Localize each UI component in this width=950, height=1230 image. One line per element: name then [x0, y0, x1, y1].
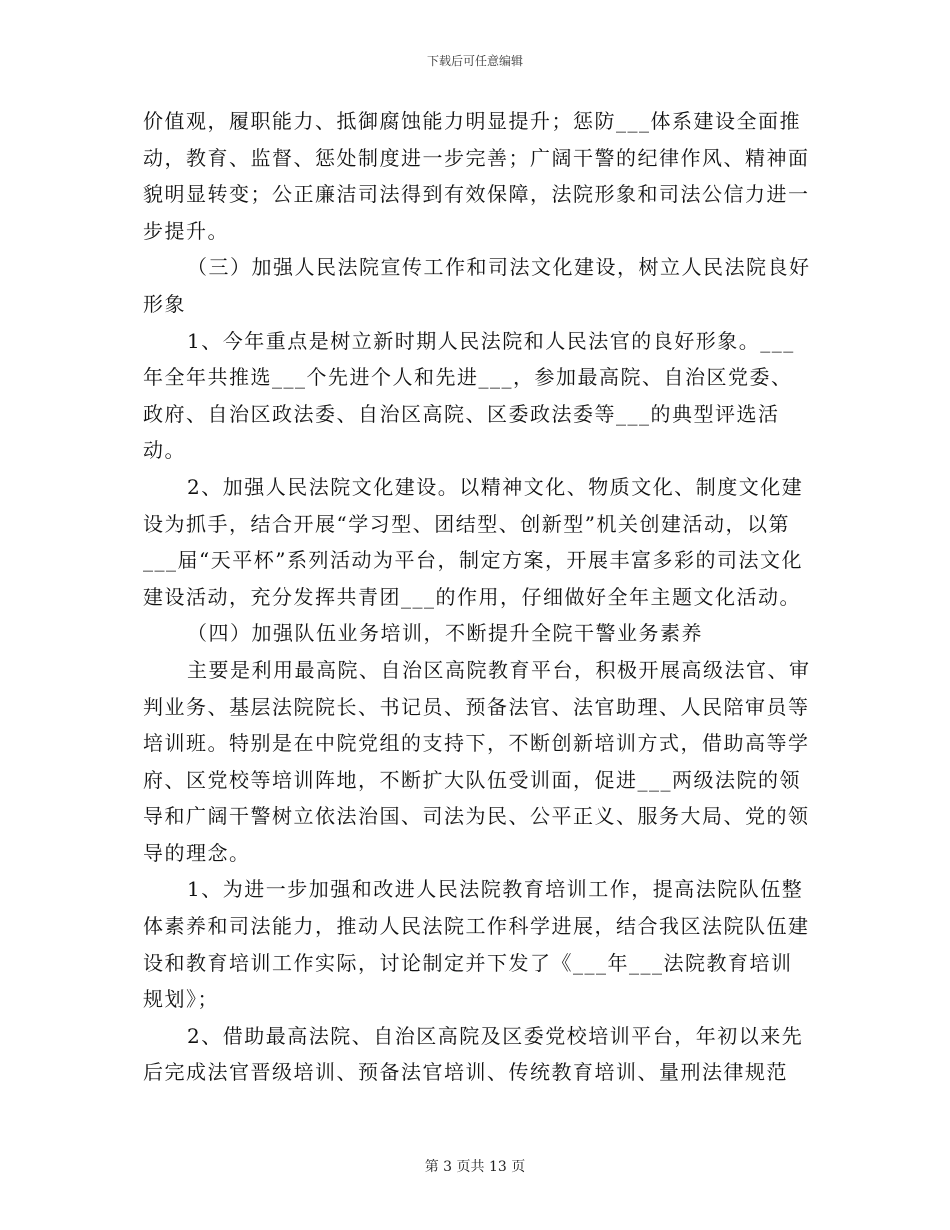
paragraph-7: 1、为进一步加强和改进人民法院教育培训工作，提高法院队伍整体素养和司法能力，推动人民法院工作科学进展，结合我区法院队伍建设和教育培训工作实际，讨论制定并下发了《___年___法院教育培训规划》； [143, 877, 810, 1012]
paragraph-1: 价值观，履职能力、抵御腐蚀能力明显提升；惩防___体系建设全面推动，教育、监督、惩处制度进一步完善；广阔干警的纪律作风、精神面貌明显转变；公正廉洁司法得到有效保障，法院形象和司法公信力进一步提升。 [143, 109, 810, 243]
paragraph-6: 主要是利用最高院、自治区高院教育平台，积极开展高级法官、审判业务、基层法院院长、书记员、预备法官、法官助理、人民陪审员等培训班。特别是在中院党组的支持下，不断创新培训方式，借助高等学府、区党校等培训阵地，不断扩大队伍受训面，促进___两级法院的领导和广阔干警树立依法治国、司法为民、公平正义、服务大局、党的领导的理念。 [143, 657, 811, 865]
document-body [143, 103, 813, 1091]
paragraph-8: 2、借助最高法院、自治区高院及区委党校培训平台，年初以来先后完成法官晋级培训、预备法官培训、传统教育培训、量刑法律规范 [143, 1023, 804, 1085]
paragraph-4: 2、加强人民法院文化建设。以精神文化、物质文化、制度文化建设为抓手，结合开展“学习型、团结型、创新型”机关创建活动，以第___届“天平杯”系列活动为平台，制定方案，开展丰富多彩的司法文化建设活动，充分发挥共青团___的作用，仔细做好全年主题文化活动。 [143, 474, 804, 609]
page-header: 下载后可任意编辑 [426, 54, 523, 68]
page-footer: 第 3 页共 13 页 [424, 1159, 526, 1175]
section-heading-3: （三）加强人民法院宣传工作和司法文化建设，树立人民法院良好形象 [143, 255, 811, 316]
section-heading-4: （四）加强队伍业务培训，不断提升全院干警业务素养 [187, 621, 703, 646]
paragraph-3: 1、今年重点是树立新时期人民法院和人民法官的良好形象。___年全年共推选___个先进个人和先进___，参加最高院、自治区党委、政府、自治区政法委、自治区高院、区委政法委等___的典型评选活动。 [143, 328, 795, 463]
